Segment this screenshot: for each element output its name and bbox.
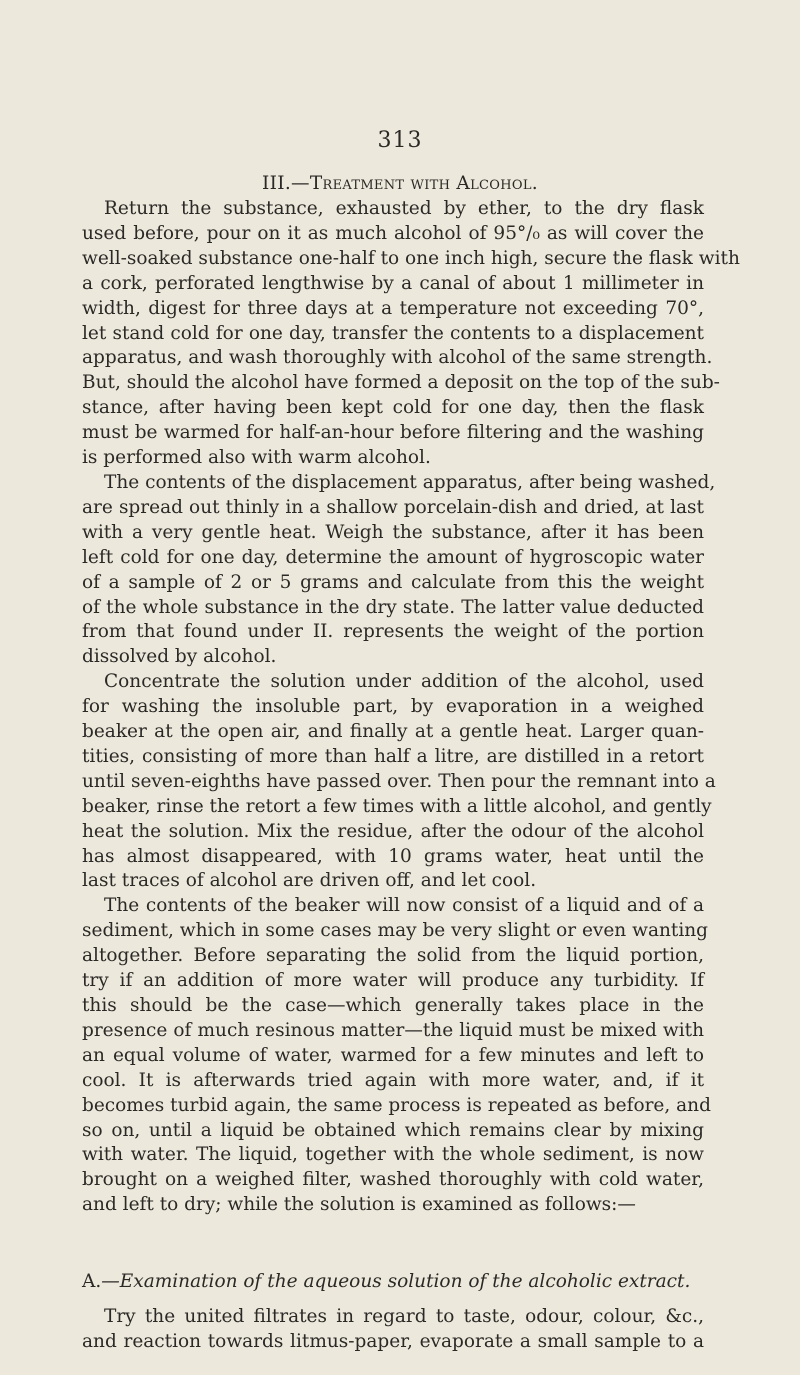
text-line: The contents of the displacement apparatus, after being washed, xyxy=(104,471,716,493)
text-line: has almost disappeared, with 10 grams water, heat until the xyxy=(82,845,704,867)
text-line: left cold for one day, determine the amount of hygroscopic water xyxy=(82,546,704,568)
text-line: becomes turbid again, the same process is repeated as before, and xyxy=(82,1094,711,1116)
text-line: last traces of alcohol are driven off, and let cool. xyxy=(82,870,537,892)
text-line: Return the substance, exhausted by ether, to the dry flask xyxy=(104,198,704,219)
text-line: and reaction towards litmus-paper, evaporate a small sample to a xyxy=(82,1330,704,1352)
text-line: until seven-eighths have passed over. Then pour the remnant into a xyxy=(82,770,716,792)
text-line: and left to dry; while the solution is examined as follows:— xyxy=(82,1194,636,1216)
text-line: is performed also with warm alcohol. xyxy=(82,447,431,469)
section-heading: III.—Treatment with Alcohol. xyxy=(262,173,538,194)
subsection-heading xyxy=(82,1270,704,1295)
text-line: tities, consisting of more than half a litre, are distilled in a retort xyxy=(82,745,704,767)
text-line: let stand cold for one day, transfer the contents to a displacement xyxy=(82,322,704,344)
text-line: try if an addition of more water will produce any turbidity. If xyxy=(82,970,704,992)
text-line: a cork, perforated lengthwise by a canal of about 1 millimeter in xyxy=(82,272,704,294)
text-line: altogether. Before separating the solid from the liquid portion, xyxy=(82,945,704,967)
text-line: presence of much resinous matter—the liquid must be mixed with xyxy=(82,1019,704,1041)
page-number: 313 xyxy=(377,128,423,153)
text-line: Concentrate the solution under addition of the alcohol, used xyxy=(104,671,704,693)
text-line: stance, after having been kept cold for one day, then the flask xyxy=(82,397,704,419)
text-line: with water. The liquid, together with the whole sediment, is now xyxy=(82,1144,704,1166)
text-line: beaker, rinse the retort a few times with a little alcohol, and gently xyxy=(82,795,712,817)
text-line: Try the united filtrates in regard to taste, odour, colour, &c., xyxy=(104,1306,704,1327)
text-line: with a very gentle heat. Weigh the substance, after it has been xyxy=(82,521,704,543)
text-line: of a sample of 2 or 5 grams and calculate from this the weight xyxy=(82,571,704,593)
text-line: dissolved by alcohol. xyxy=(82,646,277,668)
text-line: But, should the alcohol have formed a deposit on the top of the sub- xyxy=(82,372,720,394)
text-line: sediment, which in some cases may be very slight or even wanting xyxy=(82,920,708,942)
text-line: width, digest for three days at a temperature not exceeding 70°, xyxy=(82,297,704,319)
text-line: an equal volume of water, warmed for a few minutes and left to xyxy=(82,1044,704,1066)
text-line: used before, pour on it as much alcohol of 95°/₀ as will cover the xyxy=(82,222,704,244)
body-text xyxy=(82,197,740,1218)
text-line: The contents of the beaker will now consist of a liquid and of a xyxy=(104,895,704,917)
subsection-label: A. xyxy=(82,1271,102,1292)
text-line: for washing the insoluble part, by evaporation in a weighed xyxy=(82,696,704,718)
text-line: must be warmed for half-an-hour before filtering and the washing xyxy=(82,422,704,444)
text-line: well-soaked substance one-half to one inch high, secure the flask with xyxy=(82,247,740,269)
text-line: so on, until a liquid be obtained which remains clear by mixing xyxy=(82,1119,704,1141)
text-line: of the whole substance in the dry state. The latter value deducted xyxy=(82,596,704,618)
text-line: from that found under II. represents the weight of the portion xyxy=(82,621,704,643)
text-line: this should be the case—which generally takes place in the xyxy=(82,995,704,1016)
text-line: apparatus, and wash thoroughly with alcohol of the same strength. xyxy=(82,347,713,369)
subsection-title: —Examination of the aqueous solution of the alcoholic extract. xyxy=(101,1271,691,1292)
text-line: heat the solution. Mix the residue, after the odour of the alcohol xyxy=(82,820,704,842)
text-line: brought on a weighed filter, washed thoroughly with cold water, xyxy=(82,1169,704,1191)
text-line: are spread out thinly in a shallow porcelain-dish and dried, at last xyxy=(82,496,704,518)
text-line: cool. It is afterwards tried again with more water, and, if it xyxy=(82,1069,704,1091)
text-line: beaker at the open air, and finally at a gentle heat. Larger quan- xyxy=(82,721,704,743)
final-paragraph xyxy=(82,1305,704,1355)
